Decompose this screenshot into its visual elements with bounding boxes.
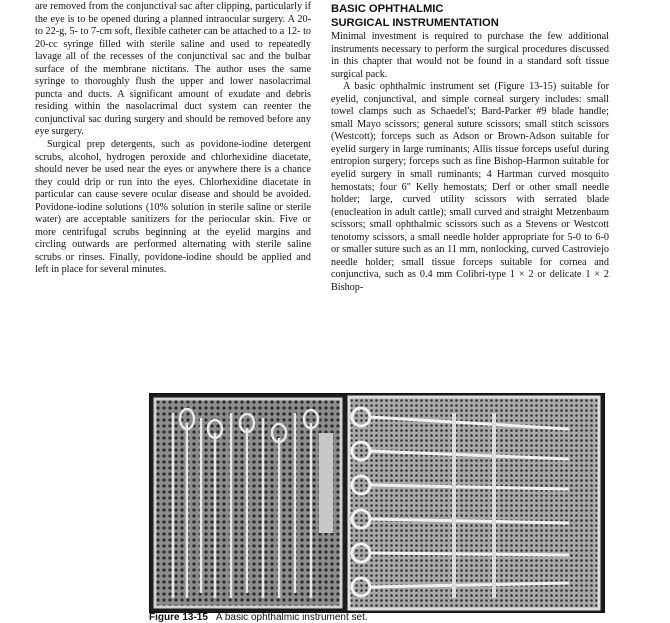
instrument-tray-photo bbox=[149, 393, 605, 613]
right-paragraph-1: Minimal investment is required to purchase the few additional instruments necessary to perform the surgical procedures discussed in this chapter that would not be found in a standard soft tissue surgical pack. bbox=[331, 31, 609, 80]
left-paragraph-2: Surgical prep detergents, such as povidone-iodine detergent scrubs, alcohol, hydrogen peroxide and chlorhexidine diacetate, should never be used near the eyes or anywhere there is a chance they could drip or run into the eyes. Chlorhexidine diacetate in particular can cause severe ocular disease and should be avoided. Povidone-iodine solutions (10% solution in sterile saline or sterile water) are acceptable sanitizers for the periocular skin. Five or more centrifugal scrubs beginning at the eyelid margins and circling outwards are performed alternating with sterile saline scrubs or rinses. Finally, povidone-iodine should be applied and left in place for several minutes. bbox=[35, 139, 311, 276]
section-heading-line-1: BASIC OPHTHALMIC bbox=[331, 3, 444, 15]
instrument-tray-illustration bbox=[149, 393, 605, 613]
left-paragraph-1: are removed from the conjunctival sac after clipping, particularly if the eye is to be opened during a planned intraocular surgery. A 20- to 22-g, 5- to 7-cm soft, flexible catheter can be attached to a 12- to 20-cc syringe filled with sterile saline and used to repeatedly lavage all of the recesses of the conjunctival sac and the bulbar surface of the membrane nictitans. The author uses the same syringe to thoroughly flush the upper and lower nasolacrimal puncta and ducts. A significant amount of exudate and debris residing within the nasolacrimal duct system can reenter the conjunctival sac during surgery and should be removed before any eye surgery. bbox=[35, 1, 311, 138]
right-paragraph-2: A basic ophthalmic instrument set (Figure 13-15) suitable for eyelid, conjunctival, and simple corneal surgery includes: small towel clamps such as Schaedel's; Bard-Parker #9 blade handle; small Mayo scissors; general suture scissors; small stitch scissors (Westcott); forceps such as Adson or Brown-Adson suitable for eyelid surgery in large ruminants; Allis tissue forceps useful during entropion surgery; forceps such as fine Bishop-Harmon suitable for eyelid surgery in small ruminants; 4 Hartman curved mosquito hemostats; four 6" Kelly hemostats; Derf or other small needle holder; large, curved utility scissors with serrated blade (enucleation in adult cattle); small curved and straight Metzenbaum scissors; small ophthalmic scissors such as a Stevens or Westcott tenotomy scissors, a small needle holder appropriate for 5-0 to 6-0 or smaller suture such as an 11 mm, nonlocking, curved Castroviejo needle holder; small tissue forceps suitable for cornea and conjunctiva, such as 0.4 mm Colibri-type 1 × 2 or delicate 1 × 2 Bishop- bbox=[331, 81, 609, 293]
section-heading-line-2: SURGICAL INSTRUMENTATION bbox=[331, 16, 499, 29]
figure-label: Figure 13-15 bbox=[149, 612, 208, 623]
section-heading bbox=[331, 3, 609, 30]
figure-caption-text: A basic ophthalmic instrument set. bbox=[215, 612, 368, 623]
right-column bbox=[331, 1, 609, 294]
figure-caption bbox=[149, 612, 368, 623]
left-column bbox=[35, 1, 311, 277]
